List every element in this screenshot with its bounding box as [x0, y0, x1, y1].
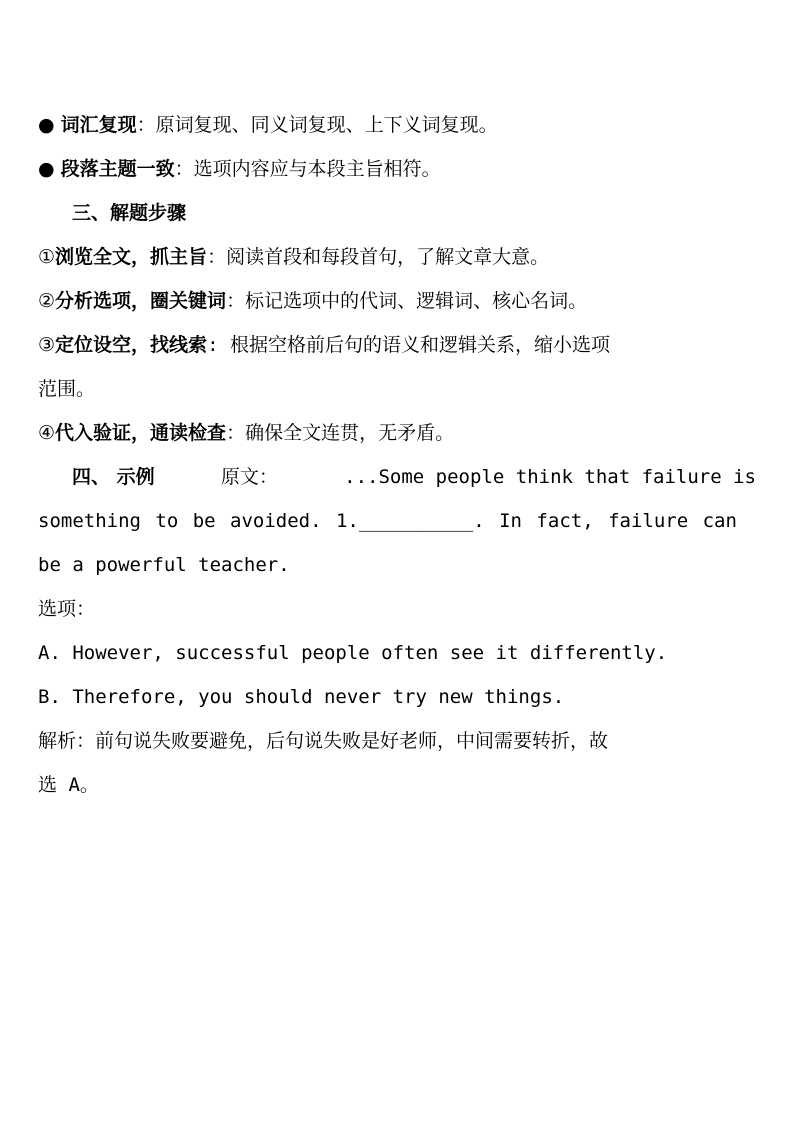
- step-3-continuation: 范围。: [38, 378, 96, 400]
- step-number: ④: [38, 422, 56, 444]
- bullet-marker: ●: [38, 158, 55, 180]
- section-4-heading: 四、 示例: [72, 466, 155, 488]
- step-number: ①: [38, 246, 56, 268]
- section-3-heading: 三、解题步骤: [72, 202, 187, 224]
- step-title: 定位设空，找线索: [55, 334, 208, 356]
- step-title: 分析选项，圈关键词: [55, 290, 227, 312]
- example-text-1: ...Some people think that failure is: [344, 466, 756, 488]
- example-line-2: something to be avoided. 1.__________. In fact, failure can: [38, 510, 737, 532]
- step-4-line: [38, 419, 758, 447]
- step-1-line: [38, 243, 758, 271]
- example-line-3: be a powerful teacher.: [38, 554, 290, 576]
- step-number: ②: [38, 290, 56, 312]
- topic-bullet-text: ：选项内容应与本段主旨相符。: [174, 158, 441, 180]
- step-title: 浏览全文，抓主旨: [55, 246, 208, 268]
- step-3-line: [38, 331, 758, 359]
- step-text: ：确保全文连贯，无矛盾。: [226, 422, 455, 444]
- example-line-1: [72, 463, 756, 491]
- option-a: A. However, successful people often see it differently.: [38, 642, 668, 664]
- step-text: ：标记选项中的代词、逻辑词、核心名词。: [226, 290, 588, 312]
- step-text: : 根据空格前后句的语义和逻辑关系，缩小选项: [207, 334, 610, 356]
- vocab-bullet-text: ：原词复现、同义词复现、上下义词复现。: [136, 114, 498, 136]
- analysis-line-1: 解析：前句说失败要避免，后句说失败是好老师，中间需要转折，故: [38, 730, 609, 752]
- step-text: ：阅读首段和每段首句，了解文章大意。: [207, 246, 550, 268]
- bullet-marker: ●: [38, 114, 55, 136]
- vocab-bullet-title: 词汇复现: [60, 114, 137, 136]
- vocab-bullet-line: [38, 111, 758, 139]
- example-label: 原文：: [220, 466, 278, 488]
- step-title: 代入验证，通读检查: [55, 422, 227, 444]
- options-label: 选项：: [38, 598, 96, 620]
- analysis-line-2: 选 A。: [38, 774, 99, 796]
- topic-bullet-line: [38, 155, 758, 183]
- option-b: B. Therefore, you should never try new things.: [38, 686, 565, 708]
- topic-bullet-title: 段落主题一致: [60, 158, 175, 180]
- step-2-line: [38, 287, 758, 315]
- step-number: ③: [38, 334, 56, 356]
